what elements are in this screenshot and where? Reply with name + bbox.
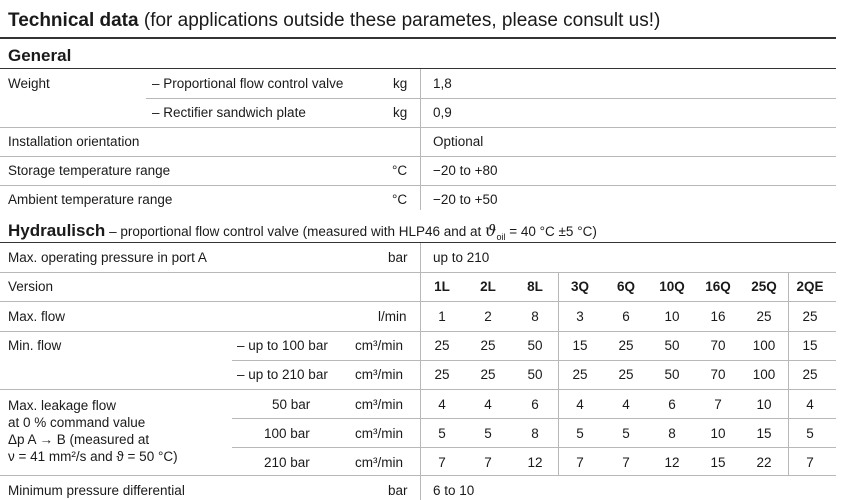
max-flow-cell: 6 xyxy=(622,309,630,324)
storage-temp-unit: °C xyxy=(392,163,408,178)
leakage-cond-2: 100 bar xyxy=(264,426,310,441)
version-header-cell: 16Q xyxy=(705,279,731,294)
min-flow-cell: 70 xyxy=(710,367,726,382)
leakage-cell: 12 xyxy=(527,455,543,470)
weight-row-1-value: 1,8 xyxy=(433,76,452,91)
min-flow-cell: 25 xyxy=(434,338,450,353)
max-flow-cell: 25 xyxy=(802,309,818,324)
min-flow-cell: 25 xyxy=(434,367,450,382)
max-pressure-unit: bar xyxy=(388,250,408,265)
min-flow-cell: 70 xyxy=(710,338,726,353)
max-pressure-value: up to 210 xyxy=(433,250,490,265)
leakage-cell: 4 xyxy=(484,397,492,412)
hydraulic-rule xyxy=(0,242,836,243)
max-flow-cell: 16 xyxy=(710,309,726,324)
leakage-cell: 5 xyxy=(576,426,584,441)
general-rule xyxy=(0,68,836,69)
max-flow-cell: 1 xyxy=(438,309,446,324)
min-diff-label: Minimum pressure differential xyxy=(8,483,185,498)
version-header-cell: 1L xyxy=(434,279,450,294)
leakage-cell: 15 xyxy=(756,426,772,441)
min-flow-cond-1: – up to 100 bar xyxy=(237,338,328,353)
leakage-cell: 7 xyxy=(806,455,814,470)
page-title: Technical data (for applications outside these parametes, please consult us!) xyxy=(8,10,661,31)
max-pressure-label: Max. operating pressure in port A xyxy=(8,250,207,265)
leakage-cell: 22 xyxy=(756,455,772,470)
version-header-cell: 2L xyxy=(480,279,496,294)
weight-row-2-value: 0,9 xyxy=(433,105,452,120)
leakage-cell: 4 xyxy=(806,397,814,412)
min-flow-unit-1: cm³/min xyxy=(355,338,403,353)
leakage-cell: 7 xyxy=(714,397,722,412)
min-flow-cell: 25 xyxy=(802,367,818,382)
leakage-cell: 15 xyxy=(710,455,726,470)
leakage-cell: 5 xyxy=(438,426,446,441)
ambient-temp-value: −20 to +50 xyxy=(433,192,498,207)
min-flow-unit-2: cm³/min xyxy=(355,367,403,382)
ambient-temp-label: Ambient temperature range xyxy=(8,192,173,207)
general-value-divider xyxy=(420,69,421,210)
min-flow-cell: 25 xyxy=(480,338,496,353)
min-flow-cell: 50 xyxy=(527,338,543,353)
leakage-cell: 8 xyxy=(668,426,676,441)
leakage-cond-1: 50 bar xyxy=(272,397,311,412)
leakage-cell: 5 xyxy=(484,426,492,441)
min-diff-value: 6 to 10 xyxy=(433,483,475,498)
min-flow-cell: 25 xyxy=(618,367,634,382)
leakage-cell: 7 xyxy=(438,455,446,470)
max-flow-cell: 3 xyxy=(576,309,584,324)
leakage-unit-1: cm³/min xyxy=(355,397,403,412)
leakage-cell: 12 xyxy=(664,455,680,470)
min-flow-label: Min. flow xyxy=(8,338,62,353)
min-flow-cell: 25 xyxy=(618,338,634,353)
theta-symbol: ϑ xyxy=(485,221,497,240)
installation-label: Installation orientation xyxy=(8,134,140,149)
leakage-cell: 6 xyxy=(531,397,539,412)
version-header-cell: 25Q xyxy=(751,279,777,294)
min-flow-cell: 50 xyxy=(527,367,543,382)
storage-temp-value: −20 to +80 xyxy=(433,163,498,178)
max-flow-label: Max. flow xyxy=(8,309,66,324)
leakage-cell: 7 xyxy=(576,455,584,470)
min-flow-cell: 15 xyxy=(802,338,818,353)
version-header-cell: 10Q xyxy=(659,279,685,294)
weight-row-1-unit: kg xyxy=(393,76,408,91)
version-header-cell: 3Q xyxy=(570,279,589,294)
leakage-cell: 4 xyxy=(438,397,446,412)
min-flow-cell: 100 xyxy=(752,338,776,353)
leakage-cell: 10 xyxy=(710,426,726,441)
version-header-cell: 2QE xyxy=(796,279,824,294)
hydraulic-heading: Hydraulisch – proportional flow control valve (measured with HLP46 and at $ϑ_{oil} = 40$ °C ±5 °C) xyxy=(8,221,597,243)
leakage-cell: 10 xyxy=(756,397,772,412)
min-flow-cond-2: – up to 210 bar xyxy=(237,367,328,382)
min-flow-cell: 25 xyxy=(480,367,496,382)
max-flow-cell: 2 xyxy=(484,309,492,324)
leakage-cell: 7 xyxy=(484,455,492,470)
leakage-cell: 8 xyxy=(531,426,539,441)
version-label: Version xyxy=(8,279,54,294)
max-flow-unit: l/min xyxy=(378,309,407,324)
leakage-unit-3: cm³/min xyxy=(355,455,403,470)
max-flow-cell: 10 xyxy=(664,309,680,324)
leakage-cell: 5 xyxy=(622,426,630,441)
version-header-cell: 6Q xyxy=(616,279,635,294)
leakage-cell: 7 xyxy=(622,455,630,470)
leakage-cond-3: 210 bar xyxy=(264,455,310,470)
min-flow-cell: 25 xyxy=(572,367,588,382)
leakage-cell: 6 xyxy=(668,397,676,412)
leakage-cell: 4 xyxy=(622,397,630,412)
installation-value: Optional xyxy=(433,134,484,149)
min-flow-cell: 100 xyxy=(752,367,776,382)
min-flow-cell: 50 xyxy=(664,367,680,382)
title-rule xyxy=(0,37,836,39)
min-flow-cell: 50 xyxy=(664,338,680,353)
ambient-temp-unit: °C xyxy=(392,192,408,207)
version-header-cell: 8L xyxy=(527,279,543,294)
max-flow-cell: 8 xyxy=(531,309,539,324)
min-flow-cell: 15 xyxy=(572,338,588,353)
storage-temp-label: Storage temperature range xyxy=(8,163,171,178)
max-flow-cell: 25 xyxy=(756,309,772,324)
general-heading: General xyxy=(8,46,72,65)
weight-row-1-label: – Proportional flow control valve xyxy=(152,76,344,91)
leakage-cell: 5 xyxy=(806,426,814,441)
min-diff-unit: bar xyxy=(388,483,408,498)
leakage-label: Max. leakage flow at 0 % command value Δp A → B (measured at ν = 41 mm²/s and ϑ = 50 °C) xyxy=(8,398,178,464)
weight-label: Weight xyxy=(8,76,50,91)
weight-row-2-unit: kg xyxy=(393,105,408,120)
leakage-cell: 4 xyxy=(576,397,584,412)
weight-row-2-label: – Rectifier sandwich plate xyxy=(152,105,306,120)
leakage-unit-2: cm³/min xyxy=(355,426,403,441)
